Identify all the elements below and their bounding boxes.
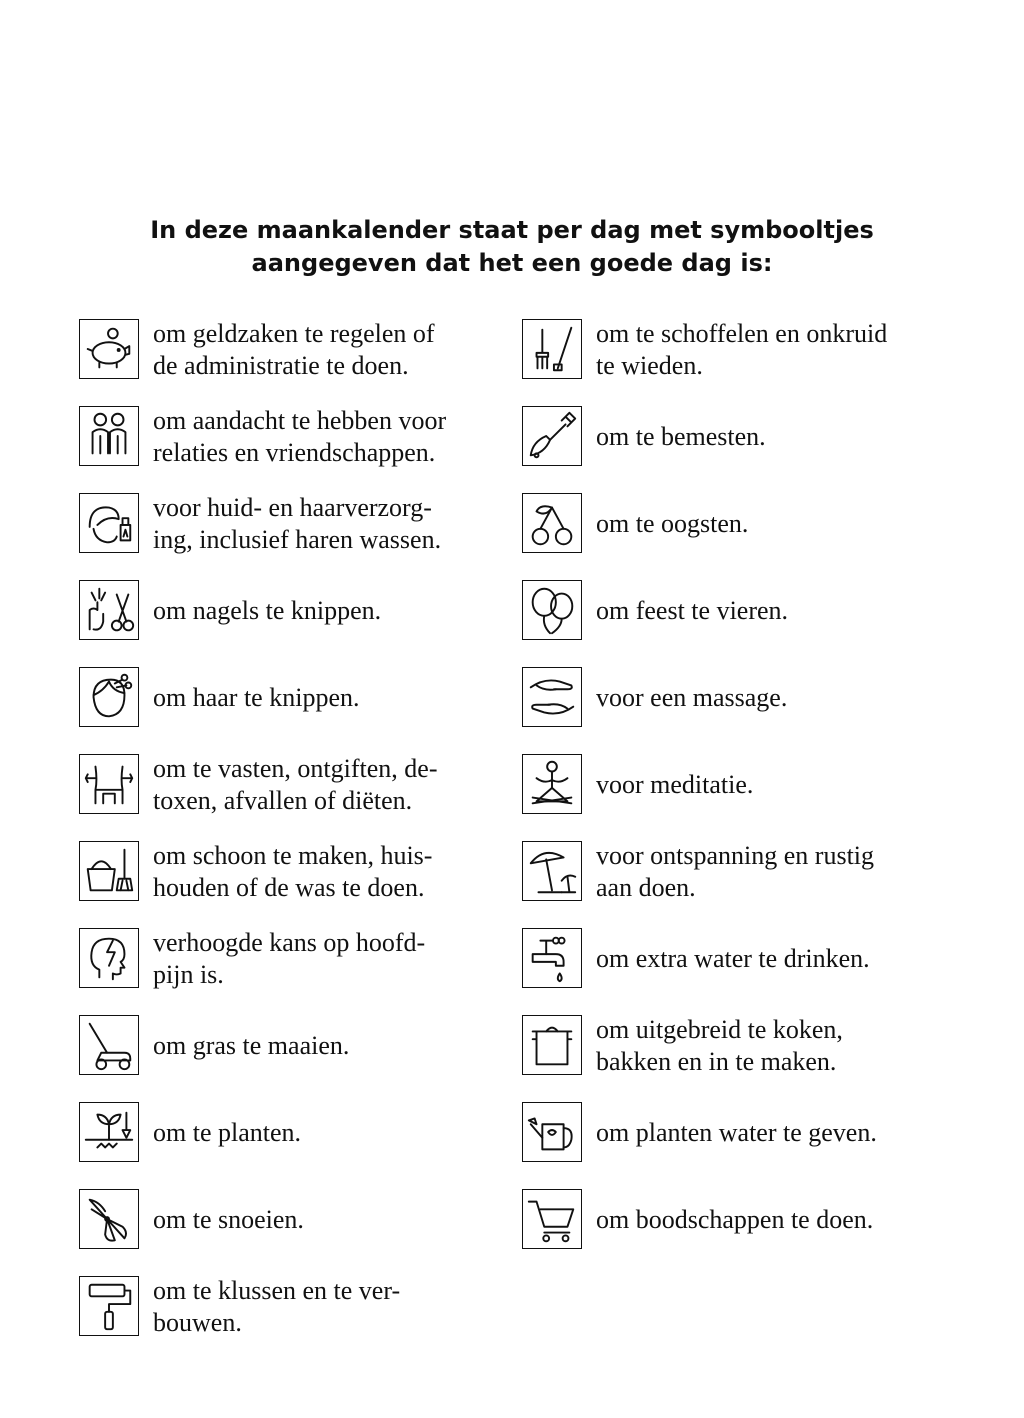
legend-text-line: om te oogsten. bbox=[596, 509, 749, 538]
legend-text bbox=[153, 1276, 513, 1338]
legend-item bbox=[522, 1015, 962, 1081]
legend-text-line: om te schoffelen en onkruid bbox=[596, 319, 888, 348]
waist-detox-icon bbox=[79, 754, 139, 814]
legend-item bbox=[79, 1189, 519, 1255]
legend-text bbox=[596, 841, 956, 903]
bucket-broom-icon bbox=[79, 841, 139, 901]
beach-umbrella-icon bbox=[522, 841, 582, 901]
legend-text bbox=[596, 754, 956, 816]
legend-item bbox=[79, 1102, 519, 1168]
legend-item bbox=[522, 580, 962, 646]
legend-item bbox=[79, 580, 519, 646]
balloons-icon bbox=[522, 580, 582, 640]
legend-text-line: om uitgebreid te koken, bbox=[596, 1015, 843, 1044]
legend-text-line: toxen, afvallen of diëten. bbox=[153, 786, 413, 815]
legend-text bbox=[153, 493, 513, 555]
nail-scissors-icon bbox=[79, 580, 139, 640]
legend-item bbox=[522, 667, 962, 733]
legend-text bbox=[596, 493, 956, 555]
page-heading bbox=[0, 214, 1024, 280]
legend-text bbox=[596, 667, 956, 729]
legend-text bbox=[596, 1189, 956, 1251]
legend-text bbox=[153, 841, 513, 903]
legend-text-line: om gras te maaien. bbox=[153, 1031, 350, 1060]
legend-text-line: om te bemesten. bbox=[596, 422, 766, 451]
legend-text-line: voor meditatie. bbox=[596, 770, 754, 799]
legend-text bbox=[596, 319, 956, 381]
legend-text bbox=[153, 1189, 513, 1251]
legend-text bbox=[596, 928, 956, 990]
legend-item bbox=[79, 754, 519, 820]
legend-item bbox=[522, 1102, 962, 1168]
legend-text-line: om te snoeien. bbox=[153, 1205, 304, 1234]
piggy-bank-icon bbox=[79, 319, 139, 379]
legend-text-line: te wieden. bbox=[596, 351, 703, 380]
legend-text-line: om boodschappen te doen. bbox=[596, 1205, 874, 1234]
legend-item bbox=[79, 841, 519, 907]
legend-text-line: om extra water te drinken. bbox=[596, 944, 870, 973]
paint-roller-icon bbox=[79, 1276, 139, 1336]
cooking-pot-icon bbox=[522, 1015, 582, 1075]
legend-item bbox=[79, 406, 519, 472]
legend-text bbox=[153, 928, 513, 990]
legend-text-line: om te planten. bbox=[153, 1118, 302, 1147]
face-cosmetics-icon bbox=[79, 493, 139, 553]
legend-text-line: om aandacht te hebben voor bbox=[153, 406, 447, 435]
legend-text-line: houden of de was te doen. bbox=[153, 873, 425, 902]
legend-text bbox=[153, 1015, 513, 1077]
legend-item bbox=[522, 319, 962, 385]
couple-icon bbox=[79, 406, 139, 466]
legend-item bbox=[79, 928, 519, 994]
pruning-shears-icon bbox=[79, 1189, 139, 1249]
legend-item bbox=[522, 1189, 962, 1255]
cherries-icon bbox=[522, 493, 582, 553]
massage-hands-icon bbox=[522, 667, 582, 727]
legend-text-line: om te vasten, ontgiften, de- bbox=[153, 754, 438, 783]
legend-text bbox=[153, 667, 513, 729]
legend-text-line: om schoon te maken, huis- bbox=[153, 841, 433, 870]
legend-text bbox=[596, 1102, 956, 1164]
headache-icon bbox=[79, 928, 139, 988]
legend-text bbox=[596, 406, 956, 468]
legend-text bbox=[596, 580, 956, 642]
hoe-fork-icon bbox=[522, 319, 582, 379]
legend-text-line: voor een massage. bbox=[596, 683, 788, 712]
legend-item bbox=[79, 667, 519, 733]
legend-text-line: voor huid- en haarverzorg- bbox=[153, 493, 432, 522]
legend-text-line: voor ontspanning en rustig bbox=[596, 841, 875, 870]
haircut-icon bbox=[79, 667, 139, 727]
legend-text bbox=[153, 406, 513, 468]
legend-item bbox=[79, 493, 519, 559]
heading-line-1: In deze maankalender staat per dag met symbooltjes bbox=[150, 216, 874, 244]
legend-item bbox=[522, 406, 962, 472]
legend-item bbox=[522, 754, 962, 820]
legend-text-line: verhoogde kans op hoofd- bbox=[153, 928, 426, 957]
legend-item bbox=[522, 841, 962, 907]
legend-text-line: bakken en in te maken. bbox=[596, 1047, 837, 1076]
legend-text bbox=[153, 319, 513, 381]
legend-text-line: om planten water te geven. bbox=[596, 1118, 877, 1147]
watering-can-icon bbox=[522, 1102, 582, 1162]
shovel-icon bbox=[522, 406, 582, 466]
legend-text bbox=[596, 1015, 956, 1077]
legend-text-line: om haar te knippen. bbox=[153, 683, 360, 712]
legend-text bbox=[153, 1102, 513, 1164]
legend-item bbox=[522, 493, 962, 559]
legend-item bbox=[79, 319, 519, 385]
legend-item bbox=[522, 928, 962, 994]
planting-icon bbox=[79, 1102, 139, 1162]
heading-line-2: aangegeven dat het een goede dag is: bbox=[251, 249, 773, 277]
legend-text-line: om geldzaken te regelen of bbox=[153, 319, 435, 348]
legend-text-line: bouwen. bbox=[153, 1308, 242, 1337]
legend-text-line: ing, inclusief haren wassen. bbox=[153, 525, 442, 554]
lawn-mower-icon bbox=[79, 1015, 139, 1075]
legend-text-line: om te klussen en te ver- bbox=[153, 1276, 401, 1305]
shopping-cart-icon bbox=[522, 1189, 582, 1249]
legend-item bbox=[79, 1015, 519, 1081]
legend-item bbox=[79, 1276, 519, 1342]
water-tap-icon bbox=[522, 928, 582, 988]
legend-text-line: pijn is. bbox=[153, 960, 224, 989]
legend-text-line: relaties en vriendschappen. bbox=[153, 438, 436, 467]
legend-text-line: de administratie te doen. bbox=[153, 351, 409, 380]
legend-text-line: om feest te vieren. bbox=[596, 596, 789, 625]
legend-text bbox=[153, 754, 513, 816]
legend-text-line: om nagels te knippen. bbox=[153, 596, 382, 625]
legend-text-line: aan doen. bbox=[596, 873, 696, 902]
meditation-icon bbox=[522, 754, 582, 814]
legend-text bbox=[153, 580, 513, 642]
